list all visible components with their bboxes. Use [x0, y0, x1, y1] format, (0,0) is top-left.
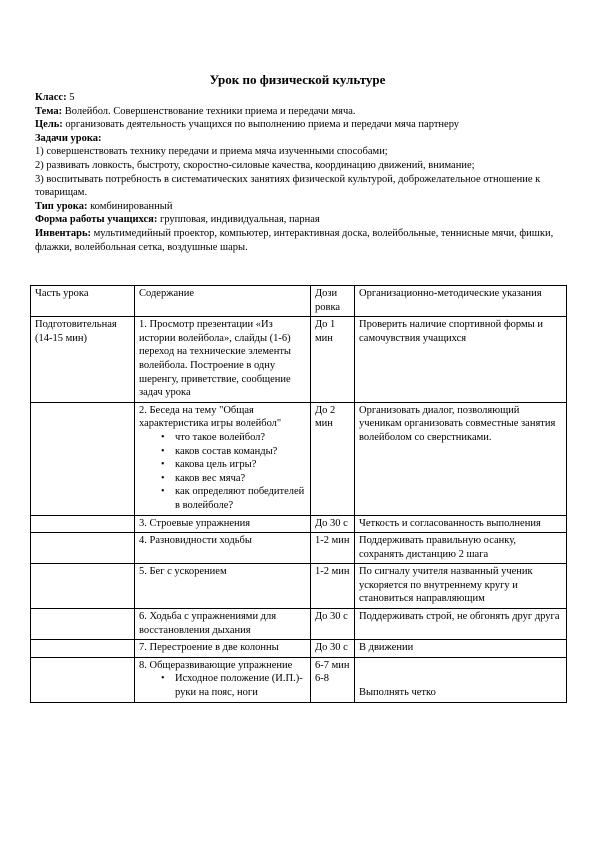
- forms-label: Форма работы учащихся:: [35, 214, 158, 226]
- tasks-label: Задачи урока:: [35, 132, 102, 144]
- equipment-line: [35, 227, 565, 254]
- dose-text: 6-7 мин: [315, 659, 350, 671]
- content-cell: [135, 657, 311, 702]
- tasks-line: [35, 132, 565, 146]
- part-cell: Подготовительная (14-15 мин): [31, 317, 135, 403]
- dose-cell: 1-2 мин: [311, 564, 355, 609]
- notes-cell: Проверить наличие спортивной формы и самочувствия учащихся: [355, 317, 567, 403]
- notes-cell: Организовать диалог, позволяющий ученикам организовать совместные занятия волейболом со сверстниками.: [355, 402, 567, 515]
- dose-cell: До 2 мин: [311, 402, 355, 515]
- forms-value: групповая, индивидуальная, парная: [157, 214, 320, 226]
- table-row: [31, 515, 567, 533]
- class-line: [35, 91, 565, 105]
- list-item: • какова цель игры?: [175, 458, 306, 472]
- equipment-label: Инвентарь:: [35, 227, 92, 239]
- header-dose: Дози ровка: [311, 286, 355, 317]
- table-row: [31, 609, 567, 640]
- header-content: Содержание: [135, 286, 311, 317]
- notes-cell: Поддерживать правильную осанку, сохранять дистанцию 2 шага: [355, 533, 567, 564]
- list-item: • каков вес мяча?: [175, 472, 306, 486]
- task-3: 3) воспитывать потребность в систематических занятиях физической культурой, доброжелательное отношение к товарищам.: [35, 173, 541, 199]
- goal-line: [35, 118, 565, 132]
- dose-cell: 1-2 мин: [311, 533, 355, 564]
- notes-cell: По сигналу учителя названный ученик ускоряется по внутреннему кругу и становиться направляющим: [355, 564, 567, 609]
- dose-cell: До 30 с: [311, 640, 355, 658]
- list-item: • как определяют победителей в волейболе?: [175, 485, 306, 512]
- task-2: 2) развивать ловкость, быстроту, скоростно-силовые качества, координацию движений, внимание;: [35, 159, 475, 171]
- part-cell: [31, 402, 135, 515]
- goal-value: организовать деятельность учащихся по выполнению приема и передачи мяча партнеру: [62, 119, 460, 131]
- table-row: [31, 402, 567, 515]
- goal-label: Цель:: [35, 119, 63, 131]
- part-cell: [31, 657, 135, 702]
- content-cell: 4. Разновидности ходьбы: [135, 533, 311, 564]
- table-row: [31, 640, 567, 658]
- header-part: Часть урока: [31, 286, 135, 317]
- notes-cell: [355, 657, 567, 702]
- header-notes: Организационно-методические указания: [355, 286, 567, 317]
- lesson-table: [30, 285, 567, 703]
- table-row: [31, 317, 567, 403]
- dose-cell: До 30 с: [311, 515, 355, 533]
- type-value: комбинированный: [87, 200, 173, 212]
- topic-label: Тема:: [35, 105, 63, 117]
- class-value: 5: [66, 92, 75, 103]
- dose-text-2: 6-8: [315, 673, 329, 685]
- table-row: [31, 533, 567, 564]
- list-item: • Исходное положение (И.П.)- руки на пояс, ноги: [175, 672, 306, 699]
- notes-cell: Поддерживать строй, не обгонять друг друга: [355, 609, 567, 640]
- table-header-row: [31, 286, 567, 317]
- equipment-value: мультимедийный проектор, компьютер, интерактивная доска, волейбольные, теннисные мячи, фишки, флажки, волейбольная сетка, воздушные шары.: [35, 227, 554, 253]
- list-item: • что такое волейбол?: [175, 431, 306, 445]
- content-cell: 7. Перестроение в две колонны: [135, 640, 311, 658]
- dose-cell: До 30 с: [311, 609, 355, 640]
- part-cell: [31, 533, 135, 564]
- content-text: 8. Общеразвивающие упражнение: [139, 659, 293, 671]
- dose-cell: [311, 657, 355, 702]
- topic-value: Волейбол. Совершенствование техники приема и передачи мяча.: [62, 105, 356, 117]
- notes-text: Выполнять четко: [359, 686, 436, 698]
- topic-line: [35, 105, 565, 119]
- list-item: • каков состав команды?: [175, 445, 306, 459]
- content-cell: [135, 402, 311, 515]
- table-row: [31, 564, 567, 609]
- table-row: [31, 657, 567, 702]
- content-text: 2. Беседа на тему "Общая характеристика игры волейбол": [139, 404, 282, 430]
- lesson-meta: [35, 91, 565, 254]
- notes-cell: Четкость и согласованность выполнения: [355, 515, 567, 533]
- part-cell: [31, 515, 135, 533]
- forms-line: [35, 213, 565, 227]
- content-cell: 3. Строевые упражнения: [135, 515, 311, 533]
- exercise-list: [139, 672, 306, 699]
- part-cell: [31, 564, 135, 609]
- question-list: [139, 431, 306, 513]
- type-label: Тип урока:: [35, 200, 88, 212]
- content-cell: 6. Ходьба с упражнениями для восстановления дыхания: [135, 609, 311, 640]
- part-cell: [31, 609, 135, 640]
- lesson-title: Урок по физической культуре: [209, 72, 386, 87]
- type-line: [35, 200, 565, 214]
- task-1: 1) совершенствовать технику передачи и приема мяча изученными способами;: [35, 146, 388, 158]
- notes-cell: В движении: [355, 640, 567, 658]
- class-label: Класс:: [35, 92, 67, 103]
- part-cell: [31, 640, 135, 658]
- content-cell: 1. Просмотр презентации «Из истории волейбола», слайды (1-6) переход на технические элементы волейбола. Построение в одну шеренгу, приветствие, сообщение задач урока: [135, 317, 311, 403]
- dose-cell: До 1 мин: [311, 317, 355, 403]
- content-cell: 5. Бег с ускорением: [135, 564, 311, 609]
